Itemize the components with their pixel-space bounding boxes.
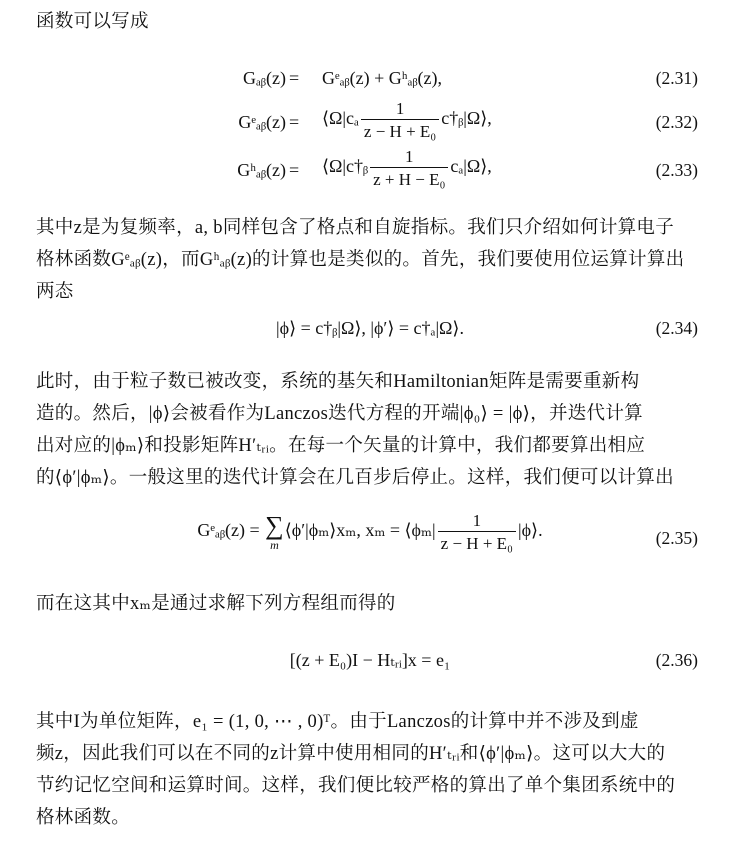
equation-2-36 xyxy=(0,650,740,690)
equation-rhs: Gᵉₐᵦ(z) + Gʰₐᵦ(z), xyxy=(322,68,443,88)
equals-sign: = xyxy=(289,112,300,132)
equation-body: |ϕ⟩ = c†ᵦ|Ω⟩, |ϕ′⟩ = c†ₐ|Ω⟩. xyxy=(276,318,464,338)
equation-2-34 xyxy=(0,318,740,358)
equation-number: (2.32) xyxy=(655,112,698,132)
equation-rhs: ⟨Ω|c†ᵦ $\frac{1}{\text{z + H − E₀}}$ cₐ|Ω⟩, xyxy=(322,147,492,189)
equation-lhs: Gʰₐᵦ(z) xyxy=(237,160,286,180)
summation-symbol: ∑ m xyxy=(265,511,284,552)
equation-number: (2.34) xyxy=(655,318,698,338)
equation-number: (2.35) xyxy=(655,528,698,548)
paragraph-4: 其中I为单位矩阵，e₁ = (1, 0, ⋯ , 0)ᵀ。由于Lanczos的计算中并不涉及到虚 频z，因此我们可以在不同的z计算中使用相同的H′ₜᵣᵢ和⟨ϕ′|ϕₘ⟩。这可以大大的 节约记忆空间和运算时间。这样，我们便比较严格的算出了单个集团系统中的 格林函数。 xyxy=(36,712,676,828)
equation-number: (2.31) xyxy=(655,68,698,88)
paragraph-2: 此时，由于粒子数已被改变，系统的基矢和Hamiltonian矩阵是需要重新构 造的。然后，|ϕ⟩会被看作为Lanczos迭代方程的开端|ϕ₀⟩ = |ϕ⟩，并迭代计算 出对应的|ϕₘ⟩和投影矩阵H′ₜᵣᵢ。在每一个矢量的计算中，我们都要算出相应 的⟨ϕ′|ϕₘ⟩。一般这里的迭代计算会在几百步后停止。这样，我们便可以计算出 xyxy=(36,372,674,488)
equation-2-33 xyxy=(0,148,740,188)
paragraph-1: 其中z是为复频率，a, b同样包含了格点和自旋指标。我们只介绍如何计算电子 格林函数Gᵉₐᵦ(z)，而Gʰₐᵦ(z)的计算也是类似的。首先，我们要使用位运算计算出 两态 xyxy=(36,218,685,302)
equation-rhs: ⟨Ω|cₐ $\frac{1}{\text{z − H + E₀}}$ c†ᵦ|Ω⟩, xyxy=(322,99,492,141)
fraction: $\frac{1}{\text{z + H − E₀}}$ xyxy=(370,148,448,188)
equals-sign: = xyxy=(289,68,300,88)
intro-text: 函数可以写成 xyxy=(36,12,149,32)
equation-number: (2.33) xyxy=(655,160,698,180)
fraction: $\frac{1}{\text{z − H + E₀}}$ xyxy=(438,512,516,552)
paragraph-3: 而在这其中xₘ是通过求解下列方程组而得的 xyxy=(36,594,396,614)
equals-sign: = xyxy=(289,160,300,180)
equation-2-35 xyxy=(0,512,740,572)
equation-2-32 xyxy=(0,100,740,140)
equation-body: [(z + E₀)I − Hₜᵣᵢ]x = e₁ xyxy=(289,650,451,670)
equation-body: Gᵉₐᵦ(z) = ∑ m ⟨ϕ′|ϕₘ⟩xₘ, xₘ = ⟨ϕₘ| $\frac{1}{\text{z − H + E₀}}$ |ϕ⟩. xyxy=(197,511,543,553)
equation-number: (2.36) xyxy=(655,650,698,670)
equation-lhs: Gₐᵦ(z) xyxy=(243,68,286,88)
equation-lhs: Gᵉₐᵦ(z) xyxy=(238,112,286,132)
fraction: $\frac{1}{\text{z − H + E₀}}$ xyxy=(361,100,439,140)
